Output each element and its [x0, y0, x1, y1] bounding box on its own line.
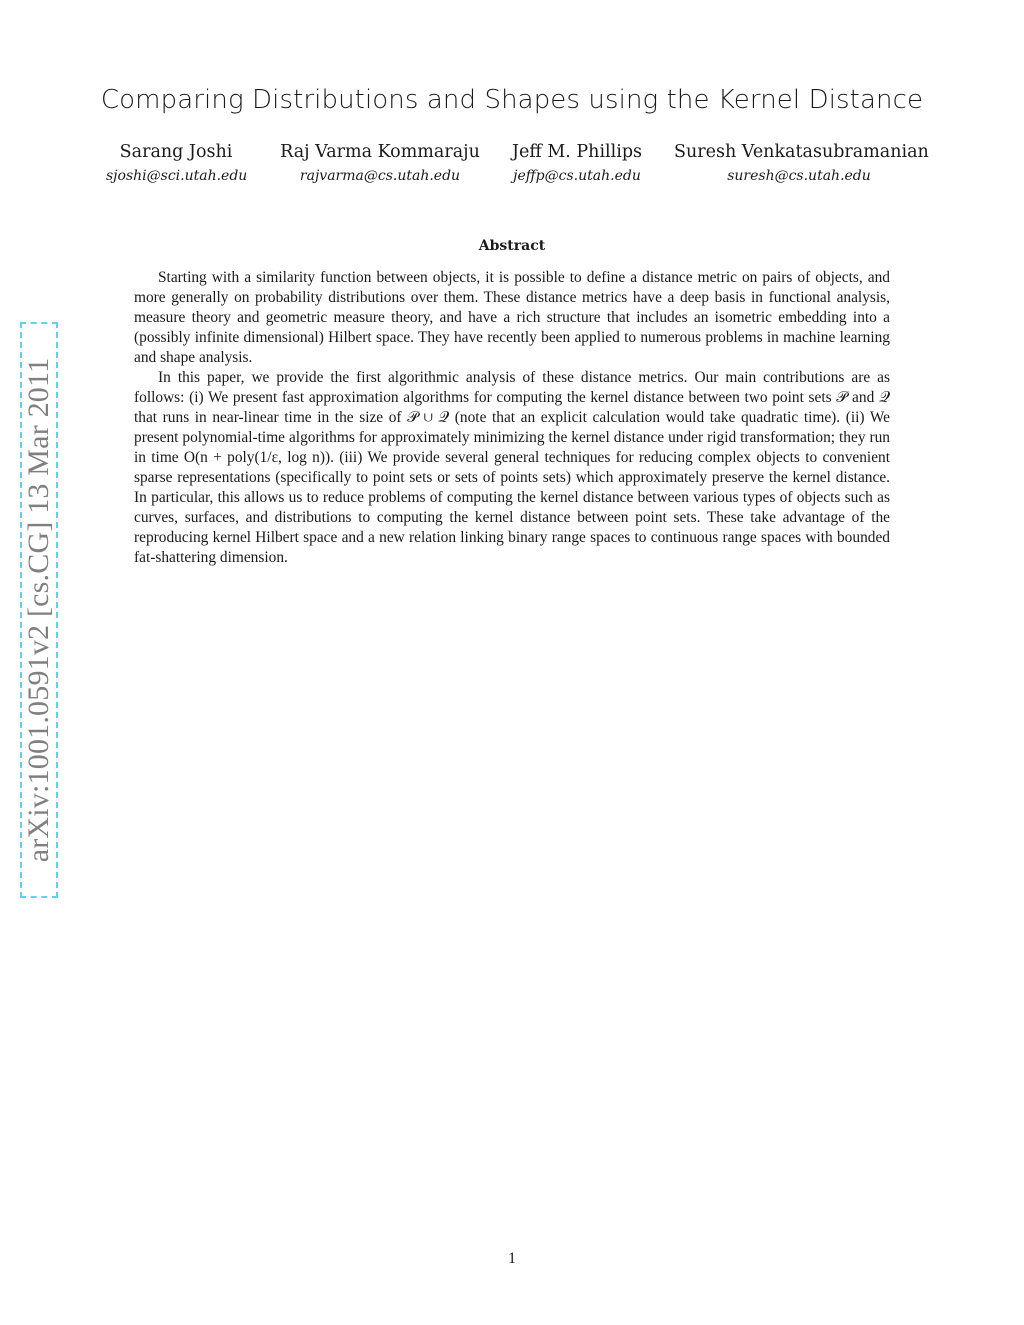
- author-name: Suresh Venkatasubramanian: [674, 142, 929, 162]
- author-block: [674, 142, 929, 184]
- author-email: rajvarma@cs.utah.edu: [299, 168, 461, 184]
- author-name: Jeff M. Phillips: [511, 142, 643, 162]
- page-number: 1: [508, 1250, 516, 1267]
- author-name: Sarang Joshi: [119, 142, 233, 162]
- arxiv-stamp-text: arXiv:1001.0591v2 [cs.CG] 13 Mar 2011: [22, 357, 55, 863]
- author-block: [280, 142, 480, 184]
- author-email: sjoshi@sci.utah.edu: [106, 168, 248, 184]
- abstract-heading: Abstract: [478, 238, 546, 254]
- abstract-paragraph: In this paper, we provide the first algorithmic analysis of these distance metrics. Our main contributions are as follows: (i) We present fast approximation algorithms for computing the kernel distance between two point sets 𝒫 and 𝒬 that runs in near-linear time in the size of 𝒫 ∪ 𝒬 (note that an explicit calculation would take quadratic time). (ii) We present polynomial-time algorithms for approximately minimizing the kernel distance under rigid transformation; they run in time O(n + poly(1/ε, log n)). (iii) We provide several general techniques for reducing complex objects to convenient sparse representations (specifically to point sets or sets of points sets) which approximately preserve the kernel distance. In particular, this allows us to reduce problems of computing the kernel distance between various types of objects such as curves, surfaces, and distributions to computing the kernel distance between point sets. These take advantage of the reproducing kernel Hilbert space and a new relation linking binary range spaces to continuous range spaces with bounded fat-shattering dimension.: [134, 369, 890, 566]
- author-block: [504, 142, 650, 184]
- abstract-paragraph: Starting with a similarity function between objects, it is possible to define a distance metric on pairs of objects, and more generally on probability distributions over them. These distance metrics have a deep basis in functional analysis, measure theory and geometric measure theory, and have a rich structure that includes an isometric embedding into a (possibly infinite dimensional) Hilbert space. They have recently been applied to numerous problems in machine learning and shape analysis.: [134, 269, 890, 366]
- paper-title: Comparing Distributions and Shapes using the Kernel Distance: [100, 85, 924, 115]
- author-block: [106, 142, 246, 184]
- author-email: suresh@cs.utah.edu: [727, 168, 871, 184]
- author-name: Raj Varma Kommaraju: [280, 142, 480, 162]
- abstract-body: [134, 268, 890, 568]
- arxiv-stamp: [20, 322, 58, 898]
- author-email: jeffp@cs.utah.edu: [513, 168, 641, 184]
